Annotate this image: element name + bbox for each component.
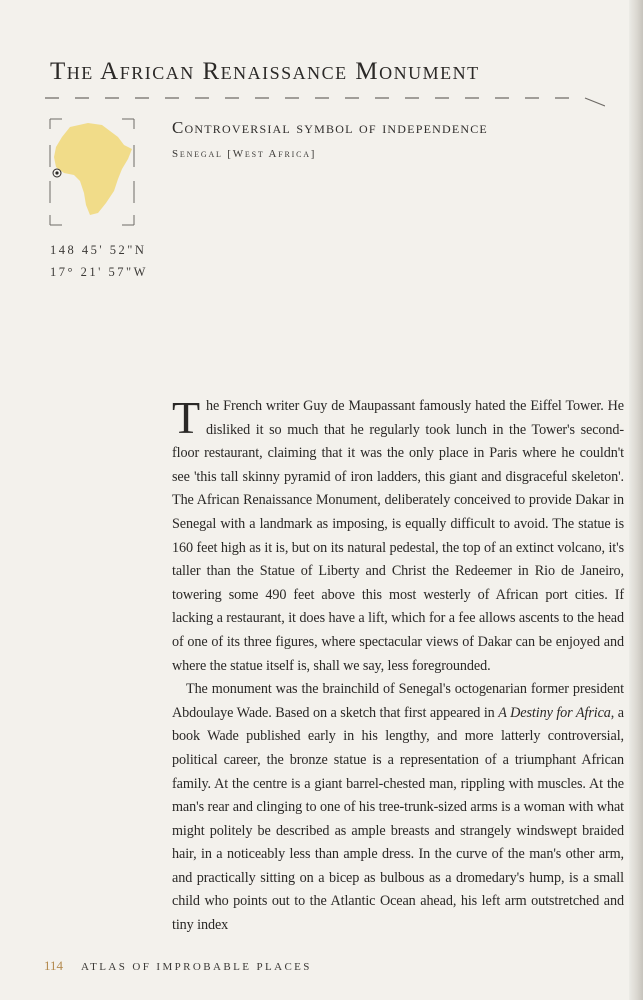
location-marker-icon (53, 169, 61, 177)
latitude: 148 45' 52"N (50, 243, 147, 257)
article-body (172, 392, 624, 938)
dashed-divider (45, 92, 605, 112)
paragraph-2-text-a: The monument was the brainchild of Senegal's octogenarian former president Abdoulaye Wade. Based on a sketch that first appeared in (172, 681, 624, 721)
paragraph-2-text-b: , a book Wade published early in his lengthy, and more latterly controversial, political career, the bronze statue is a representation of a triumphant African family. At the centre is a giant barrel-chested man, rippling with muscles. At the man's rear and clinging to one of his tree-trunk-sized arms is a woman with what might politely be described as ample breasts and strangely windswept braided hair, in a noticeably less than ample dress. In the curve of the man's other arm, and practically sitting on a bicep as bulbous as a dromedary's hump, is a small child who points out to the Atlantic Ocean ahead, his left arm outstretched and tiny index (172, 704, 624, 934)
page-number: 114 (44, 958, 64, 973)
paragraph-2 (172, 678, 624, 938)
paragraph-1 (172, 392, 624, 678)
book-title-reference: A Destiny for Africa (498, 704, 611, 721)
coordinates (50, 239, 148, 283)
paragraph-1-text: he French writer Guy de Maupassant famously hated the Eiffel Tower. He disliked it so much that he regularly took lunch in the Tower's second-floor restaurant, claiming that it was the only place in Paris where he couldn't see 'this tall skinny pyramid of iron ladders, this giant and disgraceful skeleton'. The African Renaissance Monument, deliberately conceived to provide Dakar in Senegal with a landmark as imposing, is equally difficult to avoid. The statue is 160 feet high as it is, but on its natural pedestal, the top of an extinct volcano, it's taller than the Statue of Liberty and Christ the Redeemer in Rio de Janeiro, towering some 490 feet above this most westerly of African port cities. If lacking a restaurant, it does have a lift, which for a fee allows ascents to the head of one of its three figures, where spectacular views of Dakar can be enjoyed and where the statue itself is, shall we say, less foregrounded. (172, 398, 624, 674)
article-location: Senegal [West Africa] (172, 148, 317, 160)
drop-cap: T (172, 392, 200, 443)
running-title: ATLAS OF IMPROBABLE PLACES (81, 961, 312, 973)
africa-map-icon (40, 115, 140, 240)
longitude: 17° 21' 57"W (50, 265, 148, 279)
page-gutter-shadow (629, 0, 643, 1000)
page-footer (44, 958, 312, 974)
page-title: The African Renaissance Monument (50, 58, 480, 85)
article-subtitle: Controversial symbol of independence (172, 118, 488, 137)
